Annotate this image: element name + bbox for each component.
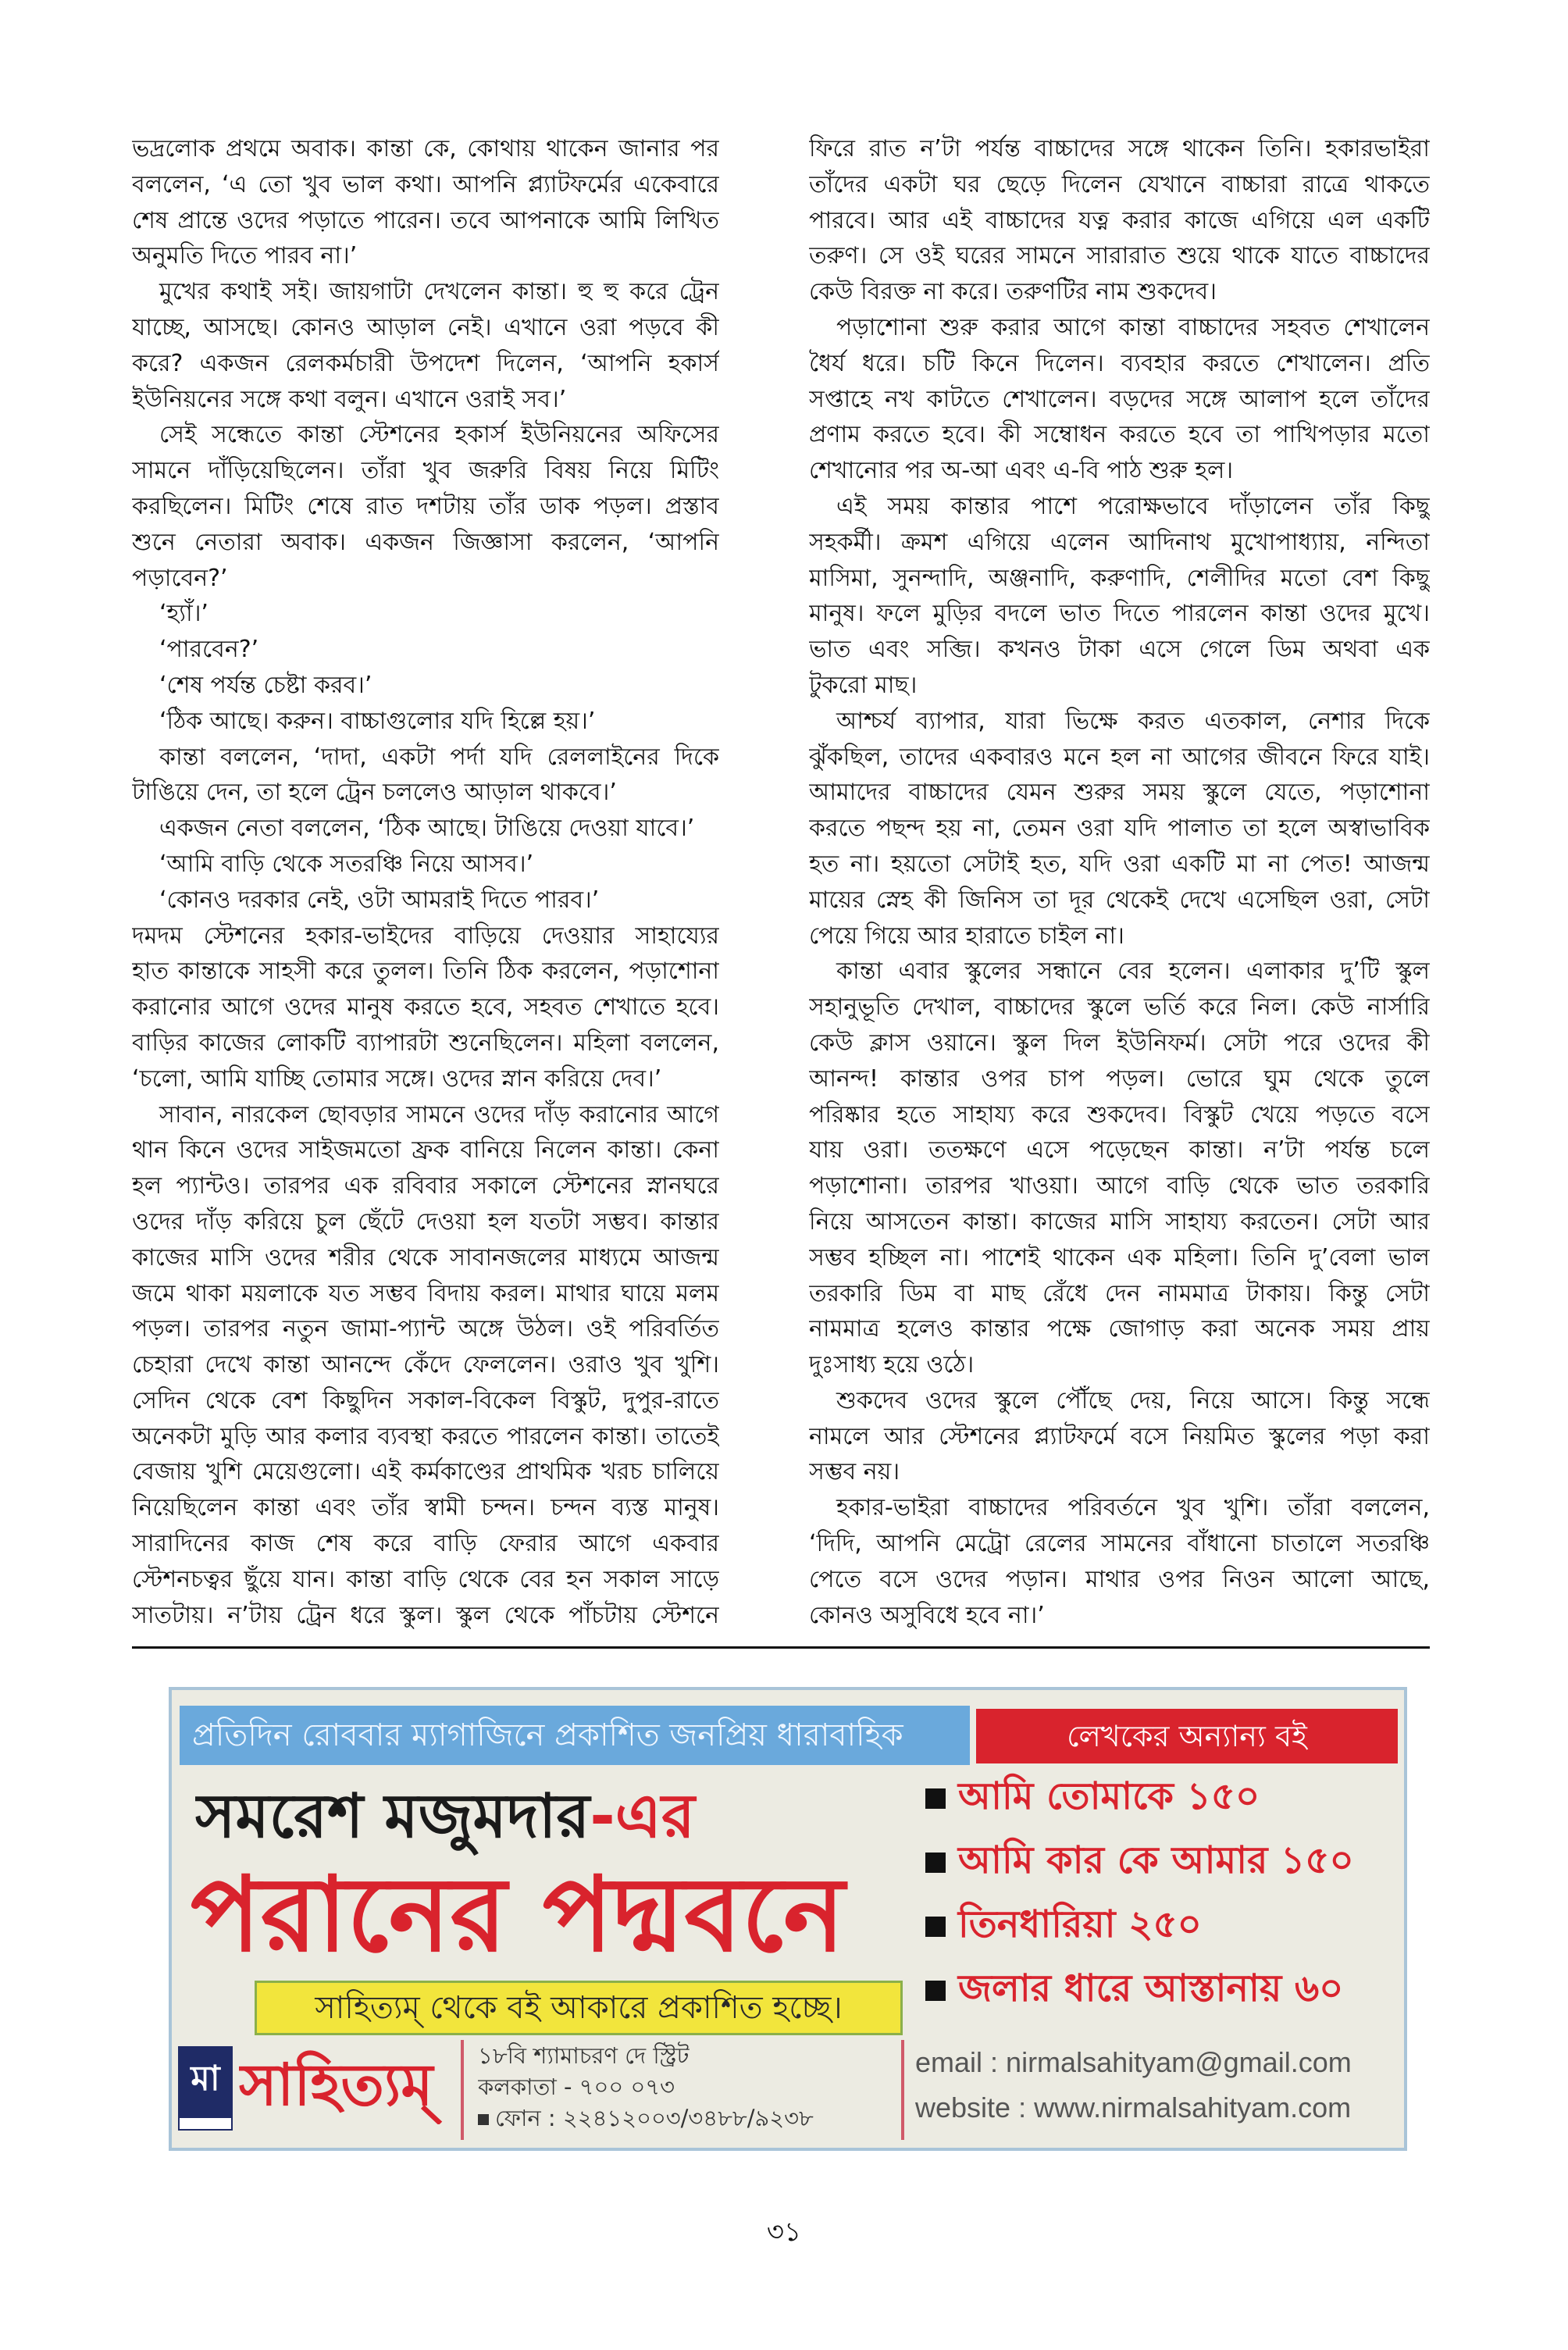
text-line: জমে থাকা ময়লাকে যত সম্ভব বিদায় করল। মাথার ঘায়ে মলম <box>132 1279 719 1307</box>
text-line: টুকরো মাছ। <box>809 671 918 699</box>
page-number: ৩১ <box>766 2216 802 2248</box>
other-book-price: ১৫০ <box>1281 1838 1354 1882</box>
paragraph <box>809 704 1430 954</box>
text-line: বাড়ির কাজের লোকটি ব্যাপারটা শুনেছিলেন। মহিলা বললেন, <box>132 1029 719 1057</box>
text-line: ইউনিয়নের সঙ্গে কথা বলুন। এখানে ওরাই সব।’ <box>132 385 567 413</box>
text-line: ‘শেষ পর্যন্ত চেষ্টা করব।’ <box>159 671 372 699</box>
paragraph <box>132 883 719 918</box>
square-bullet-icon <box>478 2114 489 2125</box>
other-books-label: লেখকের অন্যান্য বই <box>976 1709 1398 1763</box>
text-line: সেই সন্ধেতে কান্তা স্টেশনের হকার্স ইউনিয়নের অফিসের <box>159 421 719 449</box>
text-line: স্টেশনচত্বর ছুঁয়ে যান। কান্তা বাড়ি থেকে বের হন সকাল সাড়ে <box>132 1565 719 1593</box>
text-line: মানুষ। ফলে মুড়ির বদলে ভাত দিতে পারলেন কান্তা ওদের মুখে। <box>809 600 1430 628</box>
text-line: পড়াশোনা শুরু করার আগে কান্তা বাচ্চাদের সহবত শেখালেন <box>836 313 1430 341</box>
text-line: ভদ্রলোক প্রথমে অবাক। কান্তা কে, কোথায় থাকেন জানার পর <box>132 135 719 162</box>
text-line: হল প্যান্টও। তারপর এক রবিবার সকালে স্টেশনের স্নানঘরে <box>132 1172 719 1200</box>
text-line: কান্তা এবার স্কুলের সন্ধানে বের হলেন। এলাকার দু’টি স্কুল <box>836 957 1430 986</box>
article-right-column <box>809 131 1430 1633</box>
text-line: পড়ল। তারপর নতুন জামা-প্যান্ট অঙ্গে উঠল। ওই পরিবর্তিত <box>132 1315 719 1343</box>
phone-text: ফোন : ২২৪১২০০৩/৩৪৮৮/৯২৩৮ <box>495 2105 814 2131</box>
text-line: কাজের মাসি ওদের শরীর থেকে সাবানজলের মাধ্যমে আজন্ম <box>132 1243 719 1271</box>
paragraph <box>809 489 1430 704</box>
text-line: তরুণ। সে ওই ঘরের সামনে সারারাত শুয়ে থাকে যাতে বাচ্চাদের <box>809 242 1430 270</box>
square-bullet-icon <box>925 1917 946 1937</box>
paragraph <box>809 1383 1430 1490</box>
text-line: যাচ্ছে, আসছে। কোনও আড়াল নেই। এখানে ওরা পড়বে কী <box>132 313 719 341</box>
text-line: ‘আমি বাড়ি থেকে সতরঞ্চি নিয়ে আসব।’ <box>159 850 534 878</box>
publisher-contact <box>901 2040 1401 2140</box>
text-line: ধৈর্য ধরে। চটি কিনে দিলেন। ব্যবহার করতে শেখালেন। প্রতি <box>809 349 1430 377</box>
ad-book-title: পরানের পদ্মবনে <box>191 1855 845 1975</box>
paragraph <box>132 740 719 811</box>
text-line: সেদিন থেকে বেশ কিছুদিন সকাল-বিকেল বিস্কুট, দুপুর-রাতে <box>132 1386 719 1414</box>
text-line: মাসিমা, সুনন্দাদি, অঞ্জনাদি, করুণাদি, শেলীদির মতো বেশ কিছু <box>809 564 1430 592</box>
other-book-price: ৬০ <box>1294 1967 1344 2010</box>
text-line: সামনে দাঁড়িয়েছিলেন। তাঁরা খুব জরুরি বিষয় নিয়ে মিটিং <box>132 457 719 485</box>
square-bullet-icon <box>925 1981 946 2001</box>
ad-tagline: প্রতিদিন রোববার ম্যাগাজিনে প্রকাশিত জনপ্রিয় ধারাবাহিক <box>180 1706 970 1765</box>
text-line: প্রণাম করতে হবে। কী সম্বোধন করতে হবে তা পাখিপড়ার মতো <box>809 421 1430 449</box>
text-line: সহানুভূতি দেখাল, বাচ্চাদের স্কুলে ভর্তি করে নিল। কেউ নার্সারি <box>809 993 1430 1022</box>
text-line: অনেকটা মুড়ি আর কলার ব্যবস্থা করতে পারলেন কান্তা। তাতেই <box>132 1422 719 1450</box>
text-line: মুখের কথাই সই। জায়গাটা দেখলেন কান্তা। হু হু করে ট্রেন <box>159 278 719 306</box>
address-line: ১৮বি শ্যামাচরণ দে স্ট্রিট <box>478 2042 690 2069</box>
address-line: কলকাতা - ৭০০ ০৭৩ <box>478 2074 675 2100</box>
paragraph <box>132 1097 719 1634</box>
paragraph <box>132 668 719 704</box>
article-left-column <box>132 131 719 1633</box>
text-line: নামলে আর স্টেশনের প্ল্যাটফর্মে বসে নিয়মিত স্কুলের পড়া করা <box>809 1422 1430 1450</box>
paragraph <box>809 954 1430 1383</box>
text-line: পরিষ্কার হতে সাহায্য করে শুকদেব। বিস্কুট খেয়ে পড়তে বসে <box>809 1100 1430 1129</box>
text-line: কোনও অসুবিধে হবে না।’ <box>809 1601 1045 1629</box>
text-line: বেজায় খুশি মেয়েগুলো। এই কর্মকাণ্ডের প্রাথমিক খরচ চালিয়ে <box>132 1458 719 1486</box>
publisher-logo: মা <box>180 2048 231 2129</box>
email-address: nirmalsahityam@gmail.com <box>1006 2046 1352 2078</box>
other-book-item <box>925 1764 1394 1828</box>
paragraph <box>132 704 719 740</box>
text-line: ফিরে রাত ন’টা পর্যন্ত বাচ্চাদের সঙ্গে থাকেন তিনি। হকারভাইরা <box>809 135 1430 162</box>
paragraph <box>132 417 719 596</box>
text-line: করতে পছন্দ হয় না, তেমন ওরা যদি পালাত তা হলে অস্বাভাবিক <box>809 815 1430 843</box>
text-line: সপ্তাহে নখ কাটতে শেখালেন। বড়দের সঙ্গে আলাপ হলে তাঁদের <box>809 385 1430 413</box>
text-line: ঝুঁকছিল, তাদের একবারও মনে হল না আগের জীবনে ফিরে যাই। <box>809 743 1430 771</box>
text-line: কান্তা বললেন, ‘দাদা, একটা পর্দা যদি রেললাইনের দিকে <box>159 743 719 771</box>
text-line: শুকদেব ওদের স্কুলে পৌঁছে দেয়, নিয়ে আসে। কিন্তু সন্ধে <box>836 1386 1430 1414</box>
other-book-item <box>925 1956 1394 2020</box>
website-label: website : <box>915 2091 1035 2124</box>
text-line: মায়ের স্নেহ কী জিনিস তা দূর থেকেই দেখে এসেছিল ওরা, সেটা <box>809 886 1430 914</box>
text-line: আমাদের বাচ্চাদের যেমন শুরুর সময় স্কুলে যেতে, পড়াশোনা <box>809 779 1430 807</box>
other-book-title: জলার ধারে আস্তানায় <box>958 1967 1282 2010</box>
text-line: পড়াবেন?’ <box>132 564 228 592</box>
text-line: সম্ভব হচ্ছিল না। পাশেই থাকেন এক মহিলা। তিনি দু’বেলা ভাল <box>809 1243 1430 1271</box>
text-line: করানোর আগে ওদের মানুষ করতে হবে, সহবত শেখাতে হবে। <box>132 993 719 1022</box>
text-line: দমদম স্টেশনের হকার-ভাইদের বাড়িয়ে দেওয়ার সাহায্যের <box>132 922 719 950</box>
other-book-title: আমি তোমাকে <box>958 1774 1174 1818</box>
text-line: থান কিনে ওদের সাইজমতো ফ্রক বানিয়ে নিলেন কান্তা। কেনা <box>132 1136 719 1164</box>
email-line <box>915 2040 1401 2085</box>
text-line: টাঙিয়ে দেন, তা হলে ট্রেন চললেও আড়াল থাকবে।’ <box>132 779 617 807</box>
text-line: অনুমতি দিতে পারব না।’ <box>132 242 358 270</box>
text-line: দুঃসাধ্য হয়ে ওঠে। <box>809 1351 975 1379</box>
ad-author-line <box>195 1778 898 1856</box>
text-line: পড়াশোনা। তারপর খাওয়া। আগে বাড়ি থেকে ভাত তরকারি <box>809 1172 1430 1200</box>
other-book-title: তিনধারিয়া <box>958 1902 1116 1946</box>
paragraph <box>132 632 719 668</box>
text-line: সম্ভব নয়। <box>809 1458 900 1486</box>
text-line: আশ্চর্য ব্যাপার, যারা ভিক্ষে করত এতকাল, নেশার দিকে <box>836 707 1430 735</box>
text-line: পেয়ে গিয়ে আর হারাতে চাইল না। <box>809 922 1124 950</box>
text-line: সারাদিনের কাজ শেষ করে বাড়ি ফেরার আগে একবার <box>132 1530 719 1558</box>
other-book-price: ১৫০ <box>1186 1774 1260 1818</box>
text-line: ওদের দাঁড় করিয়ে চুল ছেঁটে দেওয়া হল যতটা সম্ভব। কান্তার <box>132 1207 719 1236</box>
paragraph <box>132 596 719 632</box>
text-line: পেতে বসে ওদের পড়ান। মাথার ওপর নিওন আলো আছে, <box>809 1565 1430 1593</box>
text-line: যায় ওরা। ততক্ষণে এসে পড়েছেন কান্তা। ন’টা পর্যন্ত চলে <box>809 1136 1430 1164</box>
paragraph <box>132 918 719 1097</box>
phone-line <box>478 2102 895 2134</box>
website-address: www.nirmalsahityam.com <box>1034 2091 1352 2124</box>
text-line: ‘চলো, আমি যাচ্ছি তোমার সঙ্গে। ওদের স্নান করিয়ে দেব।’ <box>132 1064 662 1093</box>
paragraph <box>809 131 1430 310</box>
text-line: ‘হ্যাঁ।’ <box>159 600 208 628</box>
text-line: করছিলেন। মিটিং শেষে রাত দশটায় তাঁর ডাক পড়ল। প্রস্তাব <box>132 492 719 520</box>
text-line: সাবান, নারকেল ছোবড়ার সামনে ওদের দাঁড় করানোর আগে <box>159 1100 719 1129</box>
text-line: বললেন, ‘এ তো খুব ভাল কথা। আপনি প্ল্যাটফর্মের একেবারে <box>132 170 719 198</box>
text-line: হাত কান্তাকে সাহসী করে তুলল। তিনি ঠিক করলেন, পড়াশোনা <box>132 957 719 986</box>
other-book-title: আমি কার কে আমার <box>958 1838 1268 1882</box>
text-line: একজন নেতা বললেন, ‘ঠিক আছে। টাঙিয়ে দেওয়া যাবে।’ <box>159 815 695 843</box>
ad-publication-note: সাহিত্যম্ থেকে বই আকারে প্রকাশিত হচ্ছে। <box>255 1981 903 2035</box>
text-line: শুনে নেতারা অবাক। একজন জিজ্ঞাসা করলেন, ‘আপনি <box>132 528 719 556</box>
website-line <box>915 2085 1401 2131</box>
other-book-item <box>925 1828 1394 1892</box>
text-line: পারবে। আর এই বাচ্চাদের যত্ন করার কাজে এগিয়ে এল একটি <box>809 206 1430 234</box>
paragraph <box>132 131 719 274</box>
text-line: আনন্দ! কান্তার ওপর চাপ পড়ল। ভোরে ঘুম থেকে তুলে <box>809 1064 1430 1093</box>
text-line: চেহারা দেখে কান্তা আনন্দে কেঁদে ফেললেন। ওরাও খুব খুশি। <box>132 1351 719 1379</box>
text-line: হত না। হয়তো সেটাই হত, যদি ওরা একটি মা না পেত! আজন্ম <box>809 850 1430 878</box>
text-line: ভাত এবং সব্জি। কখনও টাকা এসে গেলে ডিম অথবা এক <box>809 636 1430 664</box>
paragraph <box>809 1490 1430 1633</box>
text-line: নামমাত্র হলেও কান্তার পক্ষে জোগাড় করা অনেক সময় প্রায় <box>809 1315 1430 1343</box>
horizontal-divider <box>132 1646 1430 1649</box>
text-line: শেষ প্রান্তে ওদের পড়াতে পারেন। তবে আপনাকে আমি লিখিত <box>132 206 719 234</box>
paragraph <box>132 811 719 847</box>
book-advertisement <box>169 1687 1407 2151</box>
text-line: তরকারি ডিম বা মাছ রেঁধে দেন নামমাত্র টাকায়। কিন্তু সেটা <box>809 1279 1430 1307</box>
paragraph <box>132 274 719 417</box>
text-line: ‘ঠিক আছে। করুন। বাচ্চাগুলোর যদি হিল্লে হয়।’ <box>159 707 596 735</box>
publisher-address <box>461 2040 895 2140</box>
text-line: শেখানোর পর অ-আ এবং এ-বি পাঠ শুরু হল। <box>809 457 1234 485</box>
text-line: ‘কোনও দরকার নেই, ওটা আমরাই দিতে পারব।’ <box>159 886 600 914</box>
text-line: ‘পারবেন?’ <box>159 636 259 664</box>
text-line: কেউ ক্লাস ওয়ানে। স্কুল দিল ইউনিফর্ম। সেটা পরে ওদের কী <box>809 1029 1430 1057</box>
text-line: ‘দিদি, আপনি মেট্রো রেলের সামনের বাঁধানো চাতালে সতরঞ্চি <box>809 1530 1430 1558</box>
author-suffix: -এর <box>590 1781 695 1852</box>
paragraph <box>132 847 719 883</box>
square-bullet-icon <box>925 1853 946 1873</box>
text-line: করে? একজন রেলকর্মচারী উপদেশ দিলেন, ‘আপনি হকার্স <box>132 349 719 377</box>
paragraph <box>809 310 1430 489</box>
text-line: তাঁদের একটা ঘর ছেড়ে দিলেন যেখানে বাচ্চারা রাত্রে থাকতে <box>809 170 1430 198</box>
square-bullet-icon <box>925 1788 946 1809</box>
other-book-price: ২৫০ <box>1128 1902 1202 1946</box>
text-line: নিয়েছিলেন কান্তা এবং তাঁর স্বামী চন্দন। চন্দন ব্যস্ত মানুষ। <box>132 1494 719 1522</box>
other-books-list <box>925 1764 1394 2022</box>
publisher-name: সাহিত্যম্ <box>239 2052 433 2119</box>
other-book-item <box>925 1892 1394 1956</box>
text-line: এই সময় কান্তার পাশে পরোক্ষভাবে দাঁড়ালেন তাঁর কিছু <box>836 492 1430 520</box>
text-line: কেউ বিরক্ত না করে। তরুণটির নাম শুকদেব। <box>809 278 1217 306</box>
text-line: সহকর্মী। ক্রমশ এগিয়ে এলেন আদিনাথ মুখোপাধ্যায়, নন্দিতা <box>809 528 1430 556</box>
email-label: email : <box>915 2046 1007 2078</box>
text-line: হকার-ভাইরা বাচ্চাদের পরিবর্তনে খুব খুশি। তাঁরা বললেন, <box>836 1494 1430 1522</box>
text-line: নিয়ে আসতেন কান্তা। কাজের মাসি সাহায্য করতেন। সেটা আর <box>809 1207 1430 1236</box>
text-line: সাতটায়। ন’টায় ট্রেন ধরে স্কুল। স্কুল থেকে পাঁচটায় স্টেশনে <box>132 1601 719 1629</box>
author-name: সমরেশ মজুমদার <box>195 1781 590 1852</box>
